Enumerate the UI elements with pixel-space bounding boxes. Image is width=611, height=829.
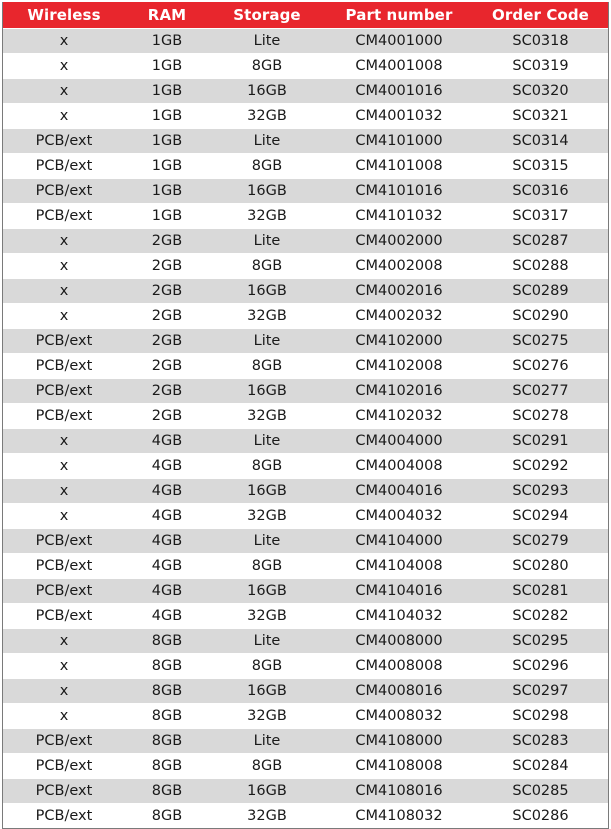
cell-wireless: PCB/ext xyxy=(3,554,125,579)
cell-part-number: CM4004008 xyxy=(325,454,473,479)
cell-part-number: CM4108000 xyxy=(325,729,473,754)
cell-ram: 8GB xyxy=(125,679,209,704)
table-row xyxy=(3,29,608,54)
cell-storage: 8GB xyxy=(209,754,325,779)
cell-ram: 8GB xyxy=(125,779,209,804)
cell-ram: 1GB xyxy=(125,129,209,154)
cell-wireless: x xyxy=(3,304,125,329)
cell-part-number: CM4008000 xyxy=(325,629,473,654)
column-header-part-number: Part number xyxy=(325,2,473,29)
cell-ram: 8GB xyxy=(125,754,209,779)
cell-storage: 32GB xyxy=(209,204,325,229)
cell-ram: 2GB xyxy=(125,229,209,254)
cell-storage: 16GB xyxy=(209,79,325,104)
cell-storage: 32GB xyxy=(209,304,325,329)
table-row xyxy=(3,729,608,754)
cell-order-code: SC0277 xyxy=(473,379,608,404)
table-body xyxy=(3,29,608,829)
cell-order-code: SC0279 xyxy=(473,529,608,554)
cell-ram: 2GB xyxy=(125,304,209,329)
cell-wireless: PCB/ext xyxy=(3,604,125,629)
cell-wireless: PCB/ext xyxy=(3,204,125,229)
cell-wireless: PCB/ext xyxy=(3,379,125,404)
cell-storage: 16GB xyxy=(209,679,325,704)
cell-order-code: SC0281 xyxy=(473,579,608,604)
table-row xyxy=(3,704,608,729)
cell-part-number: CM4101032 xyxy=(325,204,473,229)
cell-storage: 8GB xyxy=(209,54,325,79)
cell-order-code: SC0292 xyxy=(473,454,608,479)
cell-wireless: x xyxy=(3,104,125,129)
cell-order-code: SC0293 xyxy=(473,479,608,504)
cell-order-code: SC0320 xyxy=(473,79,608,104)
cell-wireless: PCB/ext xyxy=(3,779,125,804)
table-row xyxy=(3,754,608,779)
cell-storage: Lite xyxy=(209,429,325,454)
cell-storage: 32GB xyxy=(209,104,325,129)
cell-part-number: CM4002000 xyxy=(325,229,473,254)
cell-wireless: PCB/ext xyxy=(3,404,125,429)
cell-ram: 8GB xyxy=(125,804,209,829)
table-row xyxy=(3,629,608,654)
table-row xyxy=(3,179,608,204)
cell-wireless: x xyxy=(3,279,125,304)
cell-part-number: CM4008016 xyxy=(325,679,473,704)
cell-wireless: PCB/ext xyxy=(3,329,125,354)
cell-part-number: CM4102032 xyxy=(325,404,473,429)
table-row xyxy=(3,554,608,579)
header-row xyxy=(3,2,608,29)
cell-ram: 4GB xyxy=(125,504,209,529)
cell-storage: 16GB xyxy=(209,179,325,204)
column-header-storage: Storage xyxy=(209,2,325,29)
column-header-ram: RAM xyxy=(125,2,209,29)
product-table xyxy=(3,2,608,828)
cell-order-code: SC0317 xyxy=(473,204,608,229)
cell-wireless: PCB/ext xyxy=(3,804,125,829)
cell-storage: Lite xyxy=(209,529,325,554)
cell-order-code: SC0289 xyxy=(473,279,608,304)
cell-part-number: CM4102008 xyxy=(325,354,473,379)
cell-order-code: SC0280 xyxy=(473,554,608,579)
cell-wireless: x xyxy=(3,629,125,654)
cell-ram: 2GB xyxy=(125,254,209,279)
table-row xyxy=(3,604,608,629)
cell-ram: 4GB xyxy=(125,579,209,604)
table-row xyxy=(3,279,608,304)
cell-ram: 8GB xyxy=(125,729,209,754)
cell-order-code: SC0288 xyxy=(473,254,608,279)
table-row xyxy=(3,204,608,229)
table-row xyxy=(3,504,608,529)
cell-order-code: SC0287 xyxy=(473,229,608,254)
table-row xyxy=(3,479,608,504)
cell-ram: 4GB xyxy=(125,454,209,479)
table-row xyxy=(3,529,608,554)
cell-wireless: x xyxy=(3,254,125,279)
cell-order-code: SC0319 xyxy=(473,54,608,79)
table-row xyxy=(3,329,608,354)
cell-wireless: x xyxy=(3,679,125,704)
cell-part-number: CM4102000 xyxy=(325,329,473,354)
product-table-container xyxy=(2,2,609,829)
table-row xyxy=(3,354,608,379)
table-row xyxy=(3,679,608,704)
cell-part-number: CM4102016 xyxy=(325,379,473,404)
cell-part-number: CM4101000 xyxy=(325,129,473,154)
cell-part-number: CM4004016 xyxy=(325,479,473,504)
table-row xyxy=(3,654,608,679)
table-row xyxy=(3,254,608,279)
cell-ram: 2GB xyxy=(125,404,209,429)
cell-ram: 4GB xyxy=(125,479,209,504)
cell-order-code: SC0283 xyxy=(473,729,608,754)
cell-wireless: PCB/ext xyxy=(3,354,125,379)
cell-part-number: CM4104032 xyxy=(325,604,473,629)
cell-storage: 32GB xyxy=(209,704,325,729)
table-row xyxy=(3,79,608,104)
cell-part-number: CM4104000 xyxy=(325,529,473,554)
cell-storage: 32GB xyxy=(209,604,325,629)
cell-storage: Lite xyxy=(209,129,325,154)
cell-part-number: CM4004032 xyxy=(325,504,473,529)
table-row xyxy=(3,454,608,479)
cell-storage: 32GB xyxy=(209,804,325,829)
cell-part-number: CM4104008 xyxy=(325,554,473,579)
cell-order-code: SC0275 xyxy=(473,329,608,354)
cell-storage: 32GB xyxy=(209,404,325,429)
cell-part-number: CM4002008 xyxy=(325,254,473,279)
cell-part-number: CM4108008 xyxy=(325,754,473,779)
table-row xyxy=(3,804,608,829)
cell-order-code: SC0285 xyxy=(473,779,608,804)
cell-part-number: CM4108016 xyxy=(325,779,473,804)
cell-wireless: x xyxy=(3,29,125,54)
cell-order-code: SC0295 xyxy=(473,629,608,654)
cell-storage: Lite xyxy=(209,329,325,354)
cell-order-code: SC0296 xyxy=(473,654,608,679)
cell-storage: 8GB xyxy=(209,354,325,379)
cell-ram: 1GB xyxy=(125,204,209,229)
cell-part-number: CM4001000 xyxy=(325,29,473,54)
cell-part-number: CM4104016 xyxy=(325,579,473,604)
cell-ram: 1GB xyxy=(125,54,209,79)
cell-wireless: x xyxy=(3,229,125,254)
cell-wireless: x xyxy=(3,454,125,479)
cell-ram: 1GB xyxy=(125,154,209,179)
table-row xyxy=(3,54,608,79)
cell-storage: 16GB xyxy=(209,279,325,304)
table-row xyxy=(3,429,608,454)
cell-wireless: PCB/ext xyxy=(3,154,125,179)
cell-part-number: CM4001032 xyxy=(325,104,473,129)
cell-wireless: PCB/ext xyxy=(3,729,125,754)
cell-order-code: SC0315 xyxy=(473,154,608,179)
cell-order-code: SC0286 xyxy=(473,804,608,829)
cell-ram: 1GB xyxy=(125,79,209,104)
cell-wireless: x xyxy=(3,654,125,679)
cell-ram: 4GB xyxy=(125,429,209,454)
cell-ram: 2GB xyxy=(125,379,209,404)
cell-storage: Lite xyxy=(209,629,325,654)
cell-wireless: x xyxy=(3,79,125,104)
column-header-wireless: Wireless xyxy=(3,2,125,29)
cell-storage: 16GB xyxy=(209,579,325,604)
cell-ram: 1GB xyxy=(125,29,209,54)
cell-order-code: SC0291 xyxy=(473,429,608,454)
cell-part-number: CM4008008 xyxy=(325,654,473,679)
cell-ram: 1GB xyxy=(125,179,209,204)
cell-wireless: PCB/ext xyxy=(3,754,125,779)
cell-ram: 2GB xyxy=(125,354,209,379)
cell-order-code: SC0276 xyxy=(473,354,608,379)
cell-order-code: SC0282 xyxy=(473,604,608,629)
cell-order-code: SC0314 xyxy=(473,129,608,154)
cell-ram: 8GB xyxy=(125,629,209,654)
cell-order-code: SC0298 xyxy=(473,704,608,729)
cell-part-number: CM4008032 xyxy=(325,704,473,729)
table-header xyxy=(3,2,608,29)
table-row xyxy=(3,404,608,429)
cell-storage: 32GB xyxy=(209,504,325,529)
cell-ram: 8GB xyxy=(125,704,209,729)
table-row xyxy=(3,304,608,329)
cell-part-number: CM4001008 xyxy=(325,54,473,79)
table-row xyxy=(3,229,608,254)
cell-wireless: x xyxy=(3,704,125,729)
cell-order-code: SC0318 xyxy=(473,29,608,54)
cell-part-number: CM4002032 xyxy=(325,304,473,329)
cell-order-code: SC0284 xyxy=(473,754,608,779)
cell-ram: 4GB xyxy=(125,529,209,554)
cell-storage: 16GB xyxy=(209,779,325,804)
cell-wireless: PCB/ext xyxy=(3,129,125,154)
cell-part-number: CM4101016 xyxy=(325,179,473,204)
cell-wireless: PCB/ext xyxy=(3,579,125,604)
cell-storage: 8GB xyxy=(209,554,325,579)
cell-wireless: PCB/ext xyxy=(3,179,125,204)
cell-storage: 8GB xyxy=(209,254,325,279)
table-row xyxy=(3,154,608,179)
cell-ram: 1GB xyxy=(125,104,209,129)
cell-order-code: SC0297 xyxy=(473,679,608,704)
cell-storage: Lite xyxy=(209,29,325,54)
cell-wireless: x xyxy=(3,504,125,529)
cell-storage: 16GB xyxy=(209,379,325,404)
cell-ram: 4GB xyxy=(125,554,209,579)
table-row xyxy=(3,104,608,129)
cell-part-number: CM4001016 xyxy=(325,79,473,104)
cell-storage: 8GB xyxy=(209,654,325,679)
cell-order-code: SC0290 xyxy=(473,304,608,329)
cell-storage: 8GB xyxy=(209,454,325,479)
cell-ram: 4GB xyxy=(125,604,209,629)
table-row xyxy=(3,379,608,404)
cell-order-code: SC0294 xyxy=(473,504,608,529)
cell-wireless: x xyxy=(3,429,125,454)
cell-part-number: CM4002016 xyxy=(325,279,473,304)
cell-wireless: x xyxy=(3,479,125,504)
cell-storage: Lite xyxy=(209,729,325,754)
table-row xyxy=(3,129,608,154)
cell-storage: 16GB xyxy=(209,479,325,504)
cell-wireless: PCB/ext xyxy=(3,529,125,554)
cell-part-number: CM4004000 xyxy=(325,429,473,454)
cell-order-code: SC0316 xyxy=(473,179,608,204)
cell-storage: 8GB xyxy=(209,154,325,179)
cell-order-code: SC0321 xyxy=(473,104,608,129)
cell-order-code: SC0278 xyxy=(473,404,608,429)
table-row xyxy=(3,579,608,604)
cell-ram: 2GB xyxy=(125,279,209,304)
cell-storage: Lite xyxy=(209,229,325,254)
cell-wireless: x xyxy=(3,54,125,79)
cell-ram: 2GB xyxy=(125,329,209,354)
cell-part-number: CM4101008 xyxy=(325,154,473,179)
cell-part-number: CM4108032 xyxy=(325,804,473,829)
cell-ram: 8GB xyxy=(125,654,209,679)
column-header-order-code: Order Code xyxy=(473,2,608,29)
